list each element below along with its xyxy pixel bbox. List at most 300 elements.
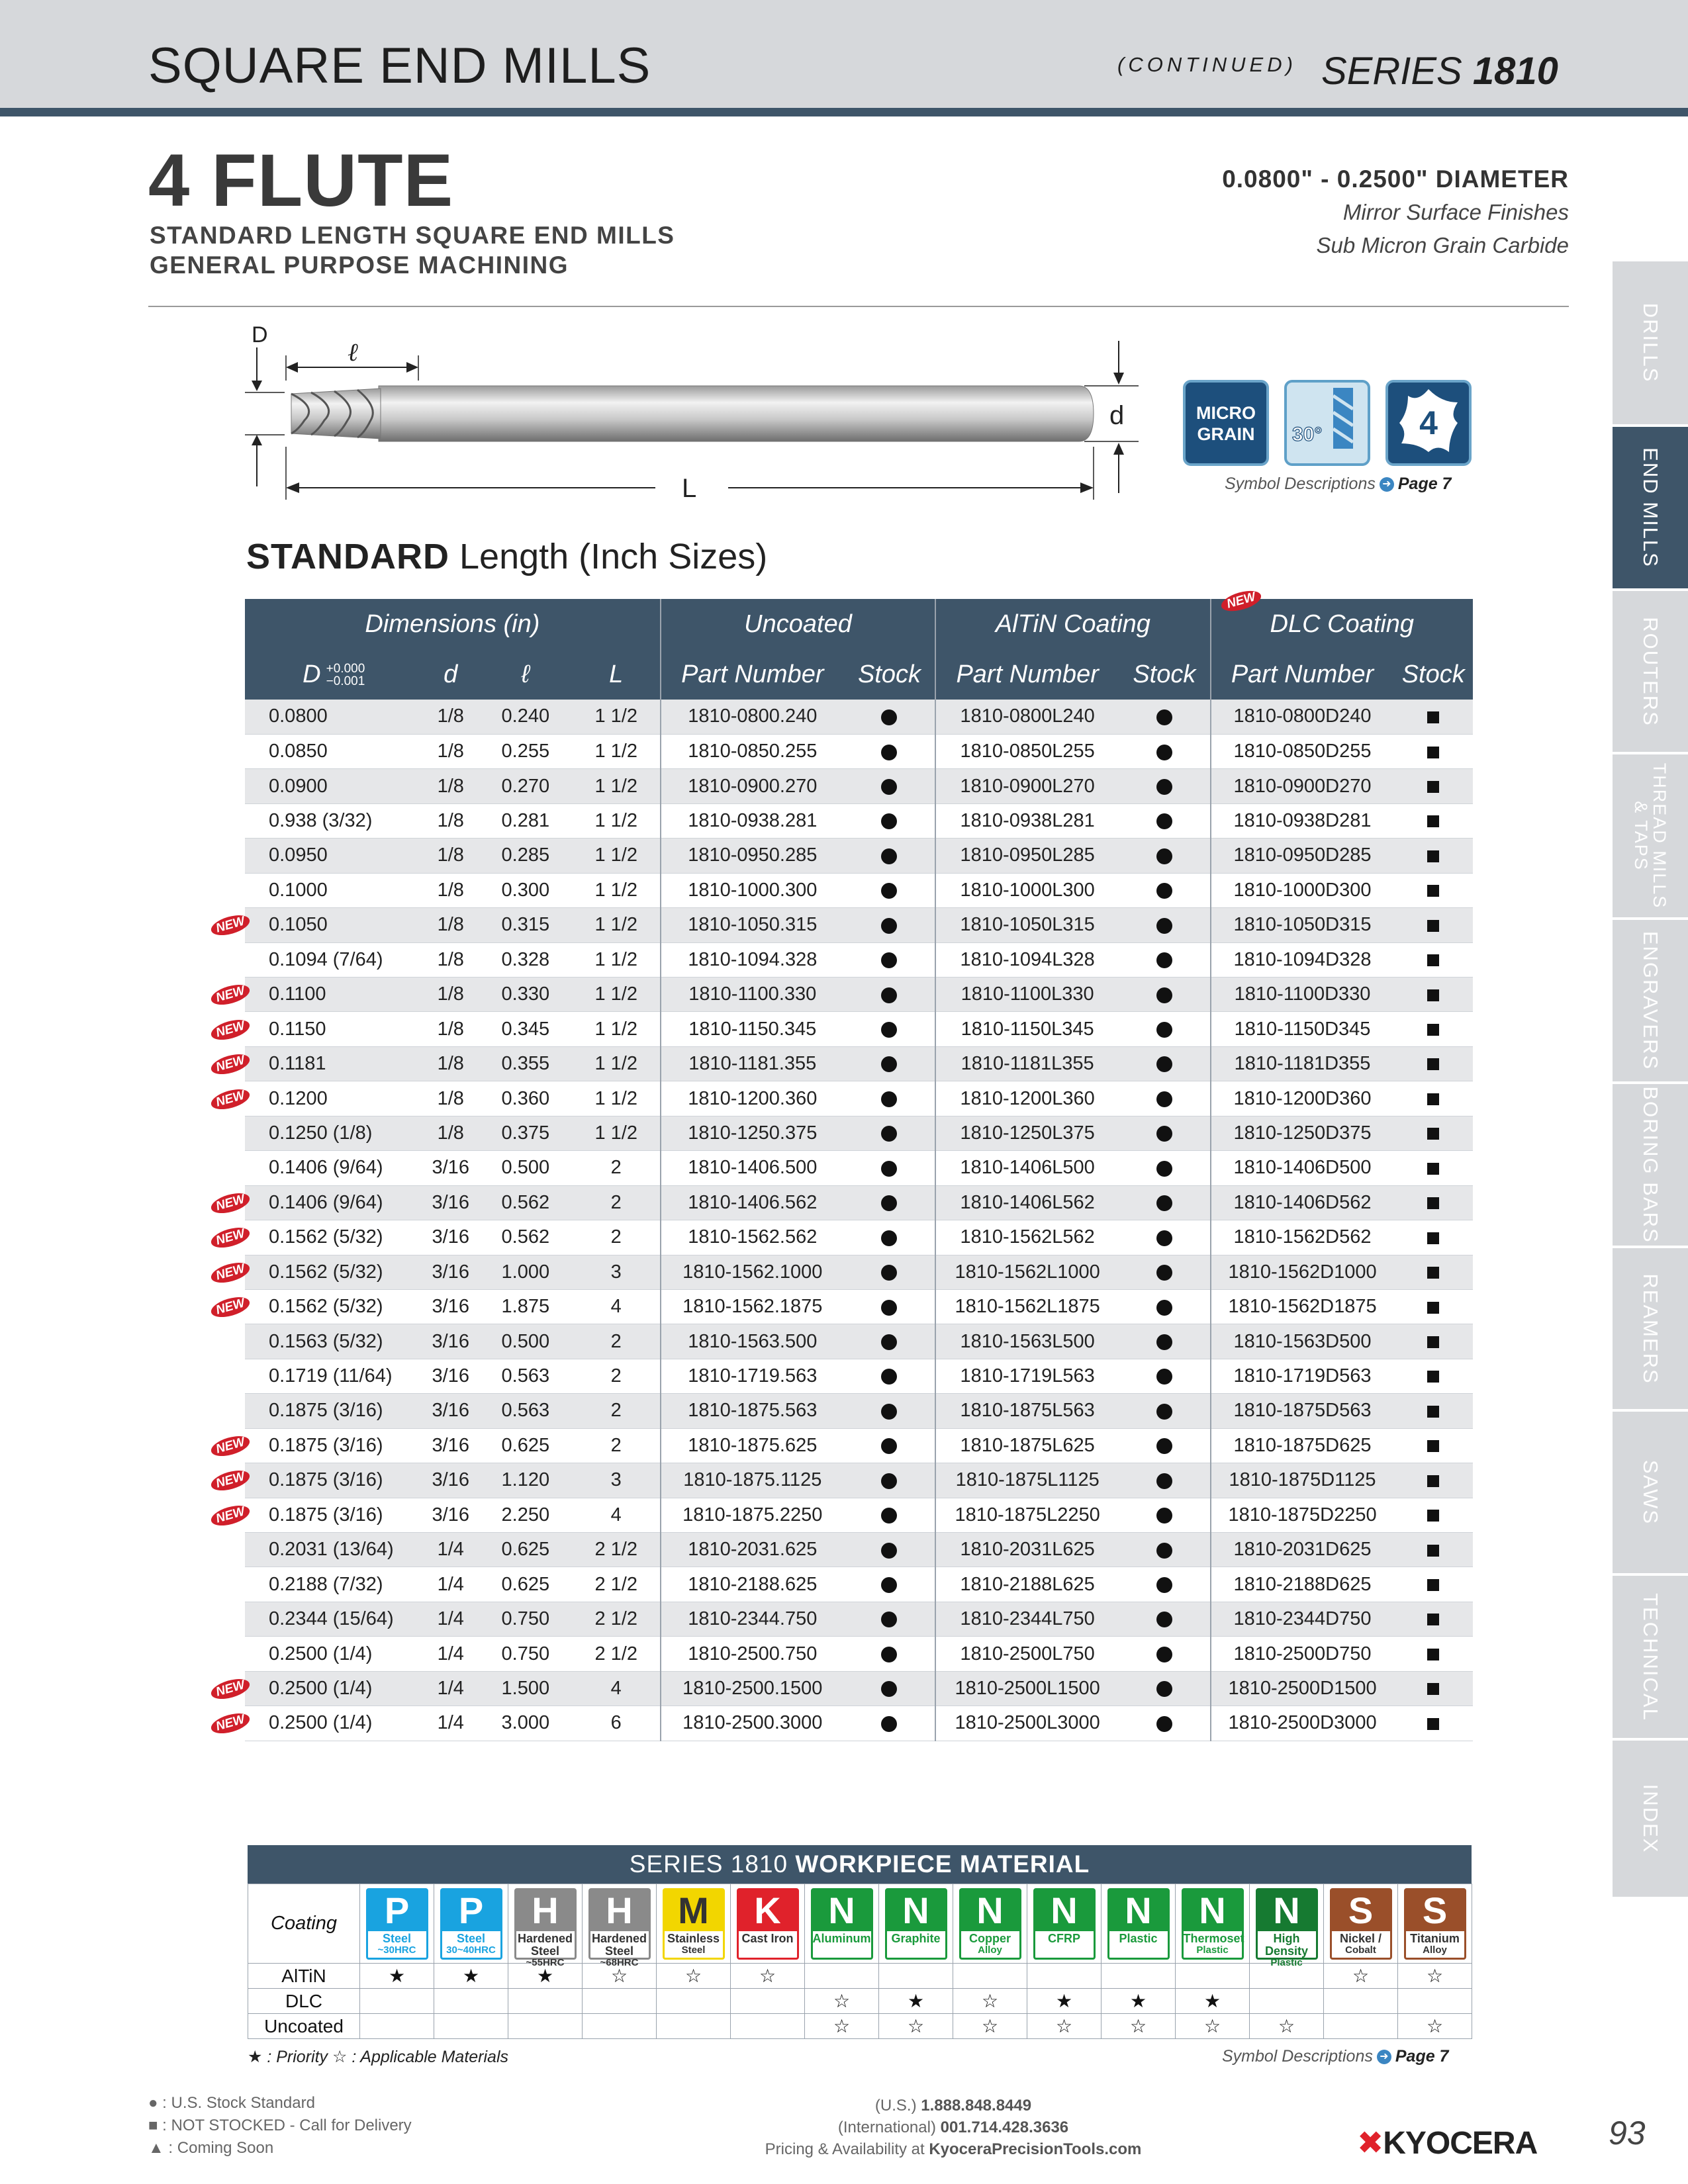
cell-D [214,1081,422,1116]
suitability-mark: ☆ [1398,2014,1472,2039]
us-stock-dot-icon [881,1161,897,1177]
table-row [245,700,1473,734]
part-number-altin: 1810-1406L562 [935,1185,1119,1220]
coating-row-label: DLC [248,1989,360,2014]
cell-L: 1 1/2 [573,1012,661,1046]
part-number-altin: 1810-0800L240 [935,700,1119,734]
side-tab-drills[interactable] [1613,261,1688,427]
not-stocked-square-icon [1427,1232,1439,1244]
side-tab-routers[interactable] [1613,591,1688,754]
cell-L: 3 [573,1463,661,1498]
stock-uncoated [844,1637,935,1671]
new-badge: NEW [209,1710,252,1738]
cell-D [245,1533,422,1567]
suitability-mark: ☆ [805,2014,879,2039]
cell-D-value: 0.1875 (3/16) [269,1434,383,1456]
feature-mirror-finish: Mirror Surface Finishes [1342,200,1569,224]
not-stocked-square-icon [1427,781,1439,793]
intl-phone[interactable]: 001.714.428.3636 [940,2118,1069,2136]
not-stocked-square-icon [1427,1406,1439,1418]
stock-uncoated [844,1706,935,1741]
part-number-altin: 1810-1250L375 [935,1116,1119,1150]
us-stock-dot-icon [881,709,897,725]
us-stock-dot-icon [881,1265,897,1281]
material-sub: Cobalt [1345,1944,1376,1956]
symbol-note-text: Symbol Descriptions [1225,475,1376,493]
cell-L: 1 1/2 [573,769,661,803]
us-stock-dot-icon [881,1612,897,1627]
cell-D-value: 0.1719 (11/64) [269,1365,393,1387]
cell-D [245,873,422,907]
suitability-mark: ☆ [657,1964,731,1989]
cell-D-value: 0.0900 [269,775,328,797]
us-phone-line [688,2095,1218,2116]
stock-altin [1119,803,1210,838]
cell-D-value: 0.1000 [269,879,328,901]
cell-d: 3/16 [422,1498,479,1532]
new-badge: NEW [209,1467,252,1495]
group-header-dlc: DLC Coating [1270,610,1415,638]
material-sub: Steel [681,1944,706,1956]
header-rule [0,108,1688,116]
part-number-dlc: 1810-2500D750 [1211,1637,1394,1671]
side-tab-technical[interactable] [1613,1576,1688,1741]
new-badge: NEW [209,1189,252,1217]
cell-L: 4 [573,1671,661,1706]
suitability-mark [1324,2014,1398,2039]
cell-L: 1 1/2 [573,734,661,768]
part-number-uncoated: 1810-1200.360 [661,1081,844,1116]
cell-D-value: 0.1094 (7/64) [269,948,383,970]
cell-L: 6 [573,1706,661,1741]
new-badge: NEW [209,1293,252,1321]
side-tab-thread-mills-taps[interactable] [1613,754,1688,920]
stock-dlc [1393,1151,1473,1185]
cell-d: 3/16 [422,1151,479,1185]
part-number-uncoated: 1810-1875.2250 [661,1498,844,1532]
part-number-altin: 1810-1719L563 [935,1359,1119,1393]
table-row [245,1151,1473,1185]
cell-D-value: 0.2031 (13/64) [269,1539,394,1561]
suitability-mark [1176,1964,1250,1989]
cell-d: 3/16 [422,1428,479,1463]
part-number-dlc: 1810-1094D328 [1211,942,1394,977]
part-number-uncoated: 1810-1250.375 [661,1116,844,1150]
part-number-altin: 1810-1562L1000 [935,1255,1119,1289]
us-stock-dot-icon [1156,1195,1172,1211]
cell-d: 1/4 [422,1706,479,1741]
not-stocked-square-icon [1427,920,1439,932]
side-tab-boring-bars[interactable] [1613,1084,1688,1248]
coating-label: Coating [248,1884,360,1964]
cell-L: 3 [573,1255,661,1289]
group-header-dlc-cell [1211,590,1473,649]
wm-page-link[interactable]: Page 7 [1395,2047,1449,2066]
subtitle-line-2: GENERAL PURPOSE MACHINING [150,251,569,279]
table-row [245,1706,1473,1741]
suitability-mark: ☆ [1102,2014,1176,2039]
iso-letter: N [813,1890,871,1931]
stock-dlc [1393,734,1473,768]
table-row [245,1012,1473,1046]
stock-dlc [1393,1185,1473,1220]
us-stock-dot-icon [881,779,897,795]
stock-uncoated [844,1671,935,1706]
material-cell [508,1884,583,1968]
us-stock-dot-icon [1156,1334,1172,1350]
part-number-dlc: 1810-1875D1125 [1211,1463,1394,1498]
cell-l: 1.000 [479,1255,573,1289]
stock-altin [1119,1394,1210,1428]
stock-uncoated [844,942,935,977]
cell-D-value: 0.1563 (5/32) [269,1330,383,1352]
part-number-altin: 1810-1181L355 [935,1046,1119,1081]
part-number-dlc: 1810-1406D562 [1211,1185,1394,1220]
side-tab-engravers[interactable] [1613,920,1688,1084]
cell-l: 0.255 [479,734,573,768]
cell-D [214,1220,422,1255]
page-title: SQUARE END MILLS [148,38,651,94]
cell-L: 1 1/2 [573,803,661,838]
part-number-uncoated: 1810-1719.563 [661,1359,844,1393]
suitability-mark: ★ [434,1964,508,1989]
suitability-mark [434,2014,508,2039]
stock-uncoated [844,873,935,907]
material-titanium-icon [1404,1888,1466,1960]
cell-l: 0.500 [479,1324,573,1359]
cell-d: 1/4 [422,1671,479,1706]
cell-L: 1 1/2 [573,1116,661,1150]
table-caption [246,536,767,577]
cell-D [214,1706,422,1741]
us-stock-dot-icon [1156,1265,1172,1281]
material-sub: Alloy [1423,1944,1447,1956]
cell-l: 0.315 [479,908,573,942]
cell-L: 1 1/2 [573,908,661,942]
cell-D [214,908,422,942]
stock-dlc [1393,873,1473,907]
stock-uncoated [844,1533,935,1567]
cell-L: 2 1/2 [573,1602,661,1636]
part-number-dlc: 1810-1100D330 [1211,978,1394,1012]
material-cell [657,1884,731,1964]
side-tab-label: END MILLS [1639,447,1662,568]
website-link[interactable]: KyoceraPrecisionTools.com [929,2140,1142,2158]
cell-d: 1/8 [422,1081,479,1116]
suitability-mark: ☆ [1324,1964,1398,1989]
stock-uncoated [844,1220,935,1255]
not-stocked-square-icon [1427,1197,1439,1209]
wm-title-bold: WORKPIECE MATERIAL [795,1850,1090,1878]
us-label: (U.S.) [874,2097,917,2115]
part-number-altin: 1810-0900L270 [935,769,1119,803]
col-header-stock-uncoated: Stock [844,649,935,700]
stock-altin [1119,1567,1210,1602]
material-name: Titanium [1410,1931,1460,1945]
material-name: High Density [1264,1931,1309,1958]
suitability-mark [657,2014,731,2039]
material-name: Aluminum [812,1931,871,1945]
part-number-uncoated: 1810-1875.625 [661,1428,844,1463]
part-number-altin: 1810-1406L500 [935,1151,1119,1185]
part-number-altin: 1810-2500L1500 [935,1671,1119,1706]
cell-D [245,1116,422,1150]
cell-D-value: 0.1250 (1/8) [269,1122,373,1144]
symbol-page-link[interactable]: Page 7 [1397,475,1452,493]
part-number-altin: 1810-1000L300 [935,873,1119,907]
stock-dlc [1393,908,1473,942]
cell-L: 1 1/2 [573,978,661,1012]
stock-uncoated [844,1081,935,1116]
suitability-mark: ☆ [731,1964,805,1989]
suitability-mark: ★ [508,1964,583,1989]
part-number-dlc: 1810-0950D285 [1211,839,1394,873]
cell-d: 3/16 [422,1255,479,1289]
cell-D-value: 0.2500 (1/4) [269,1712,373,1734]
part-number-dlc: 1810-0900D270 [1211,769,1394,803]
workpiece-material-title [248,1845,1472,1884]
cell-l: 0.345 [479,1012,573,1046]
cell-D [245,1359,422,1393]
stock-uncoated [844,1359,935,1393]
material-name: Hardened Steel [517,1931,573,1958]
material-name: Hardened Steel [591,1931,647,1958]
table-row [245,1289,1473,1324]
stock-altin [1119,1706,1210,1741]
tol-minus: −0.001 [326,674,365,689]
cell-D [245,700,422,734]
us-stock-dot-icon [881,987,897,1003]
kyocera-mark-icon: ✖ [1357,2126,1383,2161]
us-stock-dot-icon [881,1577,897,1593]
suitability-mark [805,1964,879,1989]
us-stock-dot-icon [1156,952,1172,968]
table-row [245,1394,1473,1428]
us-stock-dot-icon [1156,1300,1172,1316]
cell-D [245,1602,422,1636]
workpiece-legend: ★ : Priority ☆ : Applicable Materials [248,2048,509,2066]
us-stock-dot-icon [1156,1369,1172,1385]
dim-label-d: d [1109,401,1125,430]
cell-l: 1.120 [479,1463,573,1498]
material-copper-icon [959,1888,1021,1960]
stock-dlc [1393,1533,1473,1567]
cell-d: 3/16 [422,1324,479,1359]
dim-label-D: D [252,322,268,347]
cell-D [245,769,422,803]
us-stock-dot-icon [1156,883,1172,899]
cell-d: 1/8 [422,1116,479,1150]
suitability-mark: ☆ [805,1989,879,2014]
not-stocked-square-icon [1427,1614,1439,1625]
us-phone[interactable]: 1.888.848.8449 [921,2097,1032,2115]
cell-D [245,1637,422,1671]
new-badge: NEW [209,1224,252,1251]
cell-D-value: 0.2500 (1/4) [269,1643,373,1664]
suitability-mark: ★ [360,1964,434,1989]
us-stock-dot-icon [881,1543,897,1559]
stock-altin [1119,1185,1210,1220]
stock-dlc [1393,1602,1473,1636]
col-header-stock-dlc: Stock [1393,649,1473,700]
cell-D [214,1012,422,1046]
end-mill-dimension-drawing [225,314,1152,506]
table-row [245,1498,1473,1532]
stock-uncoated [844,1185,935,1220]
part-number-uncoated: 1810-1181.355 [661,1046,844,1081]
stock-dlc [1393,1324,1473,1359]
stock-dlc [1393,1255,1473,1289]
material-name: Copper [969,1931,1011,1945]
cell-L: 1 1/2 [573,873,661,907]
side-tab-label: ENGRAVERS [1639,931,1662,1071]
not-stocked-square-icon [1427,815,1439,827]
material-cell [434,1884,508,1964]
stock-dlc [1393,700,1473,734]
us-stock-dot-icon [881,1300,897,1316]
wm-title-prefix: SERIES 1810 [629,1850,788,1878]
cell-L: 2 1/2 [573,1567,661,1602]
intl-label: (International) [837,2118,936,2136]
us-stock-dot-icon [1156,1473,1172,1489]
us-stock-dot-icon [881,1404,897,1420]
iso-letter: N [887,1890,945,1931]
col-header-part-dlc: Part Number [1211,649,1394,700]
cell-l: 0.330 [479,978,573,1012]
stock-uncoated [844,908,935,942]
not-stocked-square-icon [1427,1475,1439,1487]
series-number: 1810 [1472,50,1558,93]
us-stock-dot-icon [881,1195,897,1211]
us-stock-dot-icon [1156,1508,1172,1524]
table-row [245,1637,1473,1671]
part-number-altin: 1810-1050L315 [935,908,1119,942]
part-number-dlc: 1810-1562D1875 [1211,1289,1394,1324]
cell-l: 0.563 [479,1359,573,1393]
side-tab-end-mills[interactable] [1613,427,1688,591]
material-name: Steel [456,1931,486,1945]
us-stock-dot-icon [881,1022,897,1038]
us-stock-dot-icon [881,952,897,968]
stock-altin [1119,1081,1210,1116]
suitability-mark [657,1989,731,2014]
part-number-dlc: 1810-1406D500 [1211,1151,1394,1185]
cell-D-value: 0.1875 (3/16) [269,1504,383,1525]
cell-d: 1/8 [422,908,479,942]
cell-D-value: 0.1181 [269,1053,326,1075]
iso-letter: P [368,1890,426,1931]
not-stocked-square-icon [1427,1510,1439,1522]
stock-dlc [1393,769,1473,803]
caption-rest: Length (Inch Sizes) [459,537,768,576]
stock-altin [1119,1498,1210,1532]
cell-D [214,1498,422,1532]
table-row [245,1463,1473,1498]
part-number-dlc: 1810-2344D750 [1211,1602,1394,1636]
cell-l: 0.625 [479,1428,573,1463]
part-number-dlc: 1810-1000D300 [1211,873,1394,907]
not-stocked-square-icon [1427,1128,1439,1140]
kyocera-logo [1357,2124,1537,2161]
not-stocked-square-icon [1427,1440,1439,1452]
part-number-dlc: 1810-1875D563 [1211,1394,1394,1428]
material-name: Nickel / [1339,1931,1382,1945]
us-stock-dot-icon [1156,1438,1172,1454]
stock-uncoated [844,1151,935,1185]
part-number-uncoated: 1810-2344.750 [661,1602,844,1636]
col-header-L: L [573,649,661,700]
material-stainless-icon [663,1888,725,1960]
suitability-mark [508,2014,583,2039]
part-number-uncoated: 1810-1563.500 [661,1324,844,1359]
cell-l: 2.250 [479,1498,573,1532]
not-stocked-square-icon [1427,1683,1439,1695]
cell-L: 2 [573,1151,661,1185]
part-number-uncoated: 1810-2500.750 [661,1637,844,1671]
part-number-uncoated: 1810-1406.500 [661,1151,844,1185]
iso-letter: P [442,1890,500,1931]
side-tab-saws[interactable] [1613,1412,1688,1576]
iso-letter: H [516,1890,575,1931]
not-stocked-square-icon [1427,1024,1439,1036]
side-tab-index[interactable] [1613,1741,1688,1899]
tolerance-label [326,662,365,688]
stock-altin [1119,942,1210,977]
new-badge: NEW [209,1259,252,1287]
cell-l: 0.563 [479,1394,573,1428]
wm-note-text: Symbol Descriptions [1222,2047,1373,2066]
cell-l: 0.625 [479,1533,573,1567]
cell-d: 1/8 [422,734,479,768]
new-badge: NEW [209,1050,252,1078]
side-tab-reamers[interactable] [1613,1248,1688,1412]
cell-D-value: 0.938 (3/32) [269,810,373,832]
not-stocked-square-icon [1427,1058,1439,1070]
cell-D-value: 0.0950 [269,844,328,866]
part-number-uncoated: 1810-2188.625 [661,1567,844,1602]
material-name: Thermoset [1183,1931,1244,1945]
stock-altin [1119,769,1210,803]
part-number-uncoated: 1810-1562.1875 [661,1289,844,1324]
stock-altin [1119,1046,1210,1081]
us-stock-dot-icon [881,1126,897,1142]
cell-D-value: 0.1406 (9/64) [269,1191,383,1213]
material-cell [583,1884,657,1968]
us-stock-dot-icon [1156,1681,1172,1697]
side-tab-label: REAMERS [1639,1273,1662,1385]
stock-uncoated [844,978,935,1012]
material-plastic-icon [1107,1888,1170,1960]
cell-l: 3.000 [479,1706,573,1741]
legend-coming-soon: ▲ : Coming Soon [148,2139,274,2157]
suitability-mark: ☆ [583,1964,657,1989]
iso-letter: N [961,1890,1019,1931]
cell-L: 2 [573,1324,661,1359]
cell-l: 0.355 [479,1046,573,1081]
stock-uncoated [844,1463,935,1498]
dim-label-L: L [682,474,697,503]
series-label [1321,49,1558,93]
material-cell [1250,1884,1324,1968]
cell-D [245,803,422,838]
stock-altin [1119,1289,1210,1324]
group-header-altin: AlTiN Coating [935,599,1210,649]
material-hardened-steel-icon [588,1888,651,1968]
table-row [245,1324,1473,1359]
us-stock-dot-icon [881,1334,897,1350]
cell-L: 2 [573,1220,661,1255]
part-number-uncoated: 1810-1100.330 [661,978,844,1012]
